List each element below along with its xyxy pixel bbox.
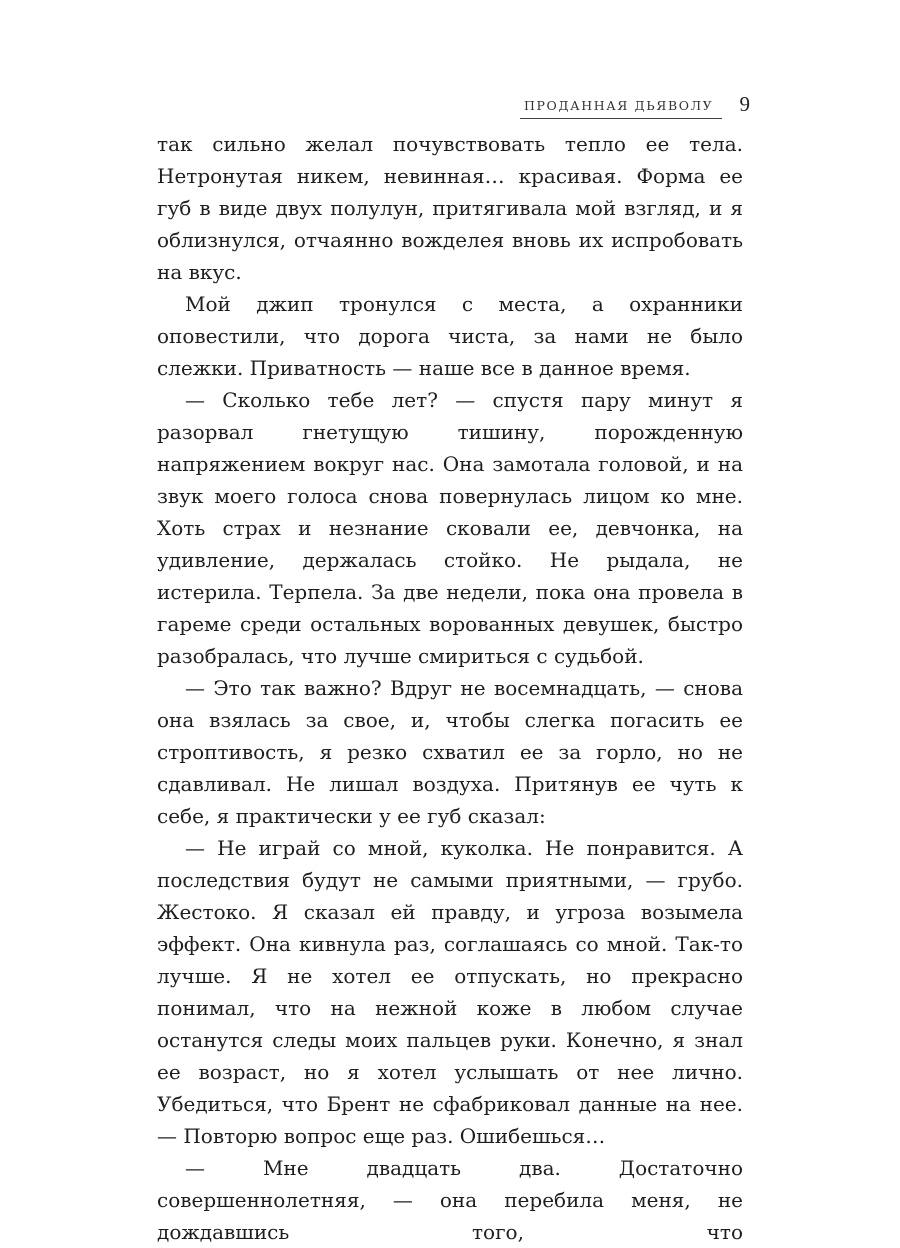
paragraph: — Сколько тебе лет? — спустя пару минут я разорвал гнетущую тишину, порожденную напряжением вокруг нас. Она замотала головой, и на звук моего голоса снова повернулась лицом ко мне. Хоть страх и незнание сковали ее, девчонка, на удивление, держалась стойко. Не рыдала, не истерила. Терпела. За две недели, пока она провела в гареме среди остальных ворованных девушек, быстро разобралась, что лучше смириться с судьбой. [157,388,743,668]
paragraph-continued: — Мне двадцать два. Достаточно совершеннолетняя, — она перебила меня, не дождавшись того, что [157,1156,743,1244]
header-rule [520,118,722,119]
paragraph: — Это так важно? Вдруг не восемнадцать, — снова она взялась за свое, и, чтобы слегка погасить ее строптивость, я резко схватил ее за горло, но не сдавливал. Не лишал воздуха. Притянув ее чуть к себе, я практически у ее губ сказал: [157,676,743,828]
paragraph: — Не играй со мной, куколка. Не понравится. А последствия будут не самыми приятными, — грубо. Жестоко. Я сказал ей правду, и угроза возымела эффект. Она кивнула раз, соглашаясь со мной. Так-то лучше. Я не хотел ее отпускать, но прекрасно понимал, что на нежной коже в любом случае останутся следы моих пальцев руки. Конечно, я знал ее возраст, но я хотел услышать от нее лично. Убедиться, что Брент не сфабриковал данные на нее. — Повторю вопрос еще раз. Ошибешься… [157,836,743,1148]
body-text [157,128,743,1248]
page-number: 9 [739,92,750,116]
paragraph-continuation: так сильно желал почувствовать тепло ее тела. Нетронутая никем, невинная… красивая. Форма ее губ в виде двух полулун, притягивала мой взгляд, и я облизнулся, отчаянно вожделея вновь их испробовать на вкус. [157,132,743,284]
running-title: ПРОДАННАЯ ДЬЯВОЛУ [524,98,714,113]
running-header [520,94,750,124]
paragraph: Мой джип тронулся с места, а охранники оповестили, что дорога чиста, за нами не было слежки. Приватность — наше все в данное время. [157,292,743,380]
